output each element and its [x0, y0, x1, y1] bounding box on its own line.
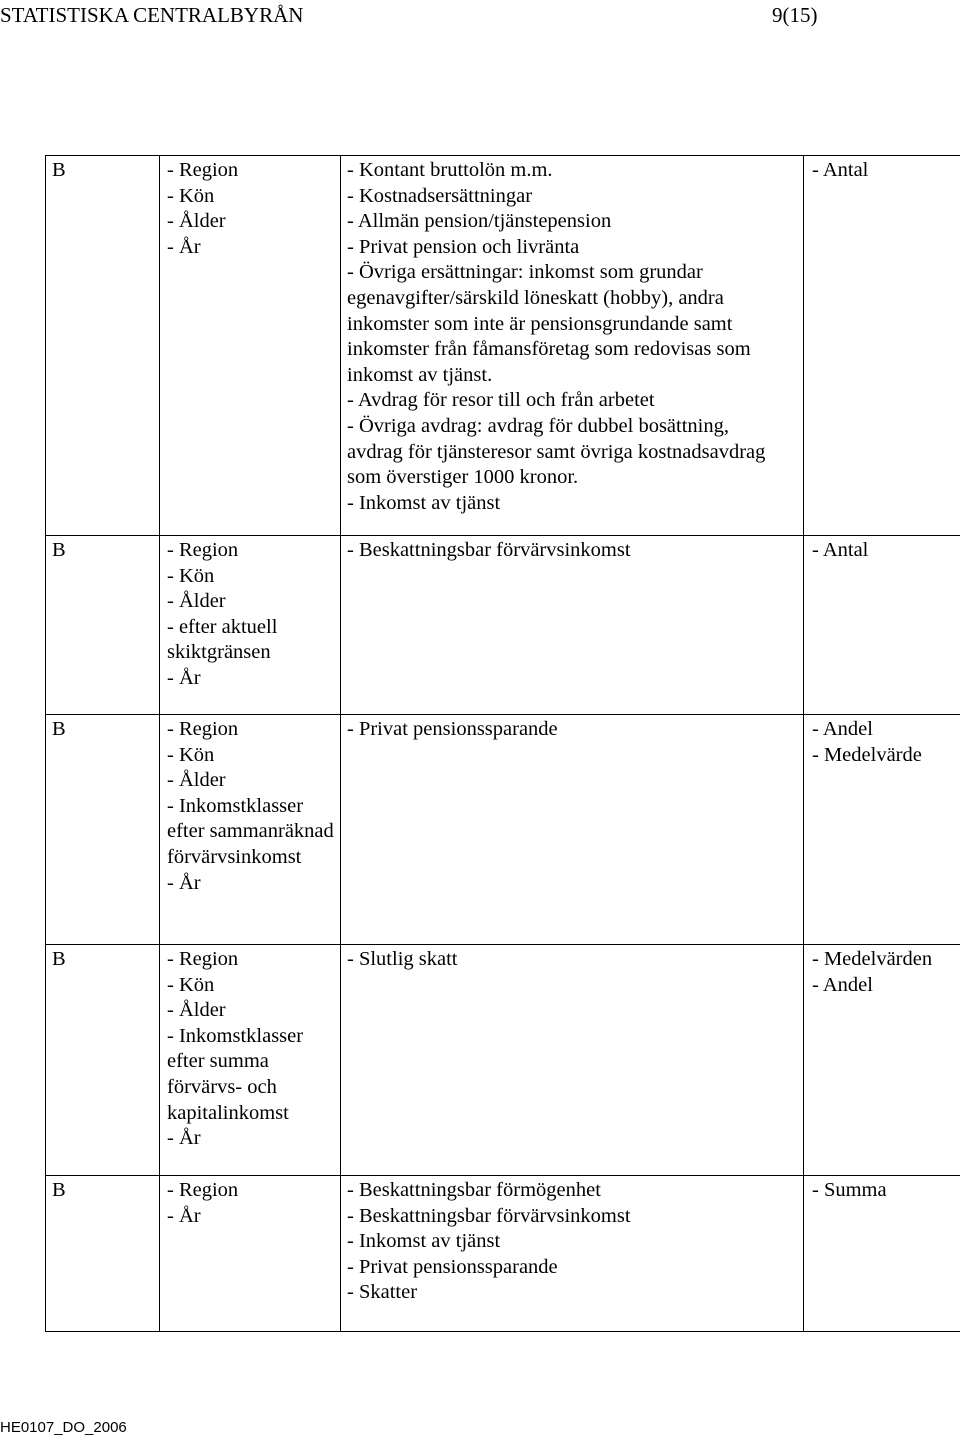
variables-cell — [341, 156, 804, 536]
measures-cell — [804, 715, 960, 945]
dimension-item: - År — [167, 1127, 201, 1150]
variable-item: - Privat pensionssparande — [347, 718, 558, 740]
dimension-item: - Region — [167, 718, 239, 740]
variable-item: - Slutlig skatt — [347, 948, 458, 970]
variable-item: - Övriga avdrag: avdrag för dubbel bosättning, avdrag för tjänsteresor samt övriga kostnadsavdrag som överstiger 1000 kronor. — [347, 414, 766, 489]
dimension-item: - År — [167, 871, 201, 894]
table-specification — [45, 155, 960, 1332]
dimension-item: - År — [167, 666, 201, 689]
dimension-item: - Ålder — [167, 210, 226, 233]
table-row — [46, 715, 960, 945]
dimensions-cell — [160, 536, 341, 715]
measure-item: - Antal — [812, 539, 869, 561]
table-type-label: B — [52, 1179, 66, 1201]
table-type-cell — [46, 715, 160, 945]
variable-item: - Inkomst av tjänst — [347, 1230, 501, 1253]
variables-cell — [341, 715, 804, 945]
dimensions-cell — [160, 156, 341, 536]
organization-name: STATISTISKA CENTRALBYRÅN — [0, 3, 304, 27]
variables-cell — [341, 945, 804, 1176]
measures-cell — [804, 945, 960, 1176]
variable-item: - Beskattningsbar förmögenhet — [347, 1179, 601, 1201]
measure-item: - Medelvärde — [812, 743, 922, 766]
variable-item: - Avdrag för resor till och från arbetet — [347, 389, 655, 412]
dimension-item: - Ålder — [167, 999, 226, 1022]
measure-item: - Summa — [812, 1179, 887, 1201]
table-type-cell — [46, 945, 160, 1176]
table-type-label: B — [52, 159, 66, 181]
dimension-item: - Inkomstklasser efter sammanräknad förvärvsinkomst — [167, 794, 334, 868]
variable-item: - Inkomst av tjänst — [347, 491, 501, 514]
dimension-item: - Kön — [167, 973, 215, 996]
table-row — [46, 536, 960, 715]
variable-item: - Privat pension och livränta — [347, 235, 580, 258]
variable-item: - Allmän pension/tjänstepension — [347, 210, 612, 233]
dimension-item: - Inkomstklasser efter summa förvärvs- och kapitalinkomst — [167, 1024, 304, 1124]
variable-item: - Kostnadsersättningar — [347, 184, 533, 207]
document-code: HE0107_DO_2006 — [0, 1419, 127, 1436]
dimension-item: - efter aktuell skiktgränsen — [167, 615, 278, 664]
measure-item: - Andel — [812, 973, 873, 996]
table-type-label: B — [52, 948, 66, 970]
dimensions-cell — [160, 1176, 341, 1332]
variables-cell — [341, 1176, 804, 1332]
dimension-item: - År — [167, 235, 201, 258]
variable-item: - Beskattningsbar förvärvsinkomst — [347, 539, 631, 561]
variable-item: - Beskattningsbar förvärvsinkomst — [347, 1204, 631, 1227]
table-row — [46, 1176, 960, 1332]
measure-item: - Medelvärden — [812, 948, 933, 970]
dimension-item: - Region — [167, 1179, 239, 1201]
dimension-item: - Region — [167, 948, 239, 970]
measure-item: - Andel — [812, 718, 873, 740]
table-type-cell — [46, 156, 160, 536]
variables-cell — [341, 536, 804, 715]
measures-cell — [804, 536, 960, 715]
measure-item: - Antal — [812, 159, 869, 181]
dimensions-cell — [160, 945, 341, 1176]
dimension-item: - Kön — [167, 184, 215, 207]
table-type-label: B — [52, 539, 66, 561]
dimension-item: - Ålder — [167, 769, 226, 792]
variable-item: - Skatter — [347, 1281, 418, 1304]
variable-item: - Kontant bruttolön m.m. — [347, 159, 553, 181]
dimension-item: - Region — [167, 159, 239, 181]
dimension-item: - Ålder — [167, 590, 226, 613]
variable-item: - Övriga ersättningar: inkomst som grundar egenavgifter/särskild löneskatt (hobby), andra inkomster som inte är pensionsgrundande samt inkomster från fåmansföretag som redovisas som inkomst av tjänst. — [347, 261, 751, 386]
dimension-item: - Region — [167, 539, 239, 561]
dimension-item: - Kön — [167, 564, 215, 587]
dimensions-cell — [160, 715, 341, 945]
measures-cell — [804, 156, 960, 536]
table-type-label: B — [52, 718, 66, 740]
variable-item: - Privat pensionssparande — [347, 1255, 558, 1278]
table-type-cell — [46, 1176, 160, 1332]
measures-cell — [804, 1176, 960, 1332]
table-row — [46, 945, 960, 1176]
page-header — [0, 2, 960, 32]
page-number: 9(15) — [772, 3, 818, 27]
dimension-item: - Kön — [167, 743, 215, 766]
table-row — [46, 156, 960, 536]
dimension-item: - År — [167, 1204, 201, 1227]
table-type-cell — [46, 536, 160, 715]
